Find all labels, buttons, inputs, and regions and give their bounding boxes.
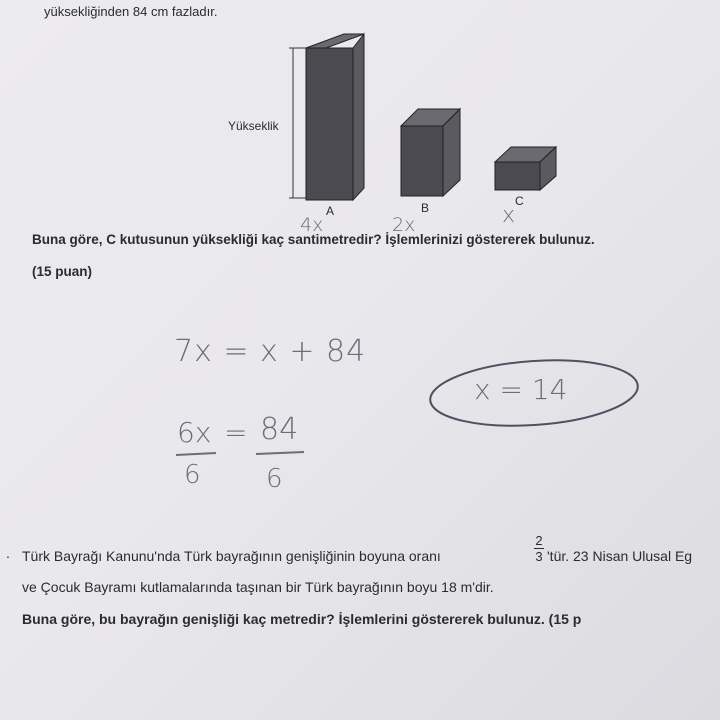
hand-label-c: x <box>502 203 516 228</box>
question2-bullet: . <box>6 545 10 561</box>
question1-points: (15 puan) <box>32 264 93 279</box>
box-c <box>495 147 556 190</box>
height-dimension-line <box>289 48 306 198</box>
question2-line1-after: 'tür. 23 Nisan Ulusal Eg <box>547 548 693 564</box>
work-line1: 7x = x + 84 <box>174 334 367 369</box>
question2-line3: Buna göre, bu bayrağın genişliği kaç metredir? İşlemlerini göstererek bulunuz. (15 p <box>22 611 582 627</box>
work-answer: x = 14 <box>474 373 568 406</box>
hand-label-b: 2x <box>392 214 416 236</box>
height-label: Yükseklik <box>228 119 279 133</box>
fraction-denominator: 3 <box>535 549 543 564</box>
box-b-label: B <box>421 201 430 215</box>
work-den-left: 6 <box>184 460 201 490</box>
work-den-right: 6 <box>266 464 283 494</box>
question2-line1-before: Türk Bayrağı Kanunu'nda Türk bayrağının genişliğinin boyuna oranı <box>22 548 441 564</box>
hand-label-a: 4x <box>300 214 324 236</box>
fraction-numerator: 2 <box>535 533 543 548</box>
question2-fraction <box>534 534 544 563</box>
fraction-bar-left <box>176 453 216 455</box>
box-c-label: C <box>515 194 524 208</box>
box-b <box>401 109 460 196</box>
question2-line2: ve Çocuk Bayramı kutlamalarında taşınan bir Türk bayrağının boyu 18 m'dir. <box>22 579 494 595</box>
work-line2-left: 6x <box>177 416 212 449</box>
box-a-label: A <box>326 204 335 218</box>
work-line2-eq: = <box>224 416 248 449</box>
work-line2-right: 84 <box>260 412 299 447</box>
top-text: yüksekliğinden 84 cm fazladır. <box>44 4 218 19</box>
fraction-bar-right <box>256 452 304 454</box>
box-a <box>306 34 364 200</box>
question1-text: Buna göre, C kutusunun yüksekliği kaç santimetredir? İşlemlerinizi göstererek bulunuz. <box>32 232 595 247</box>
